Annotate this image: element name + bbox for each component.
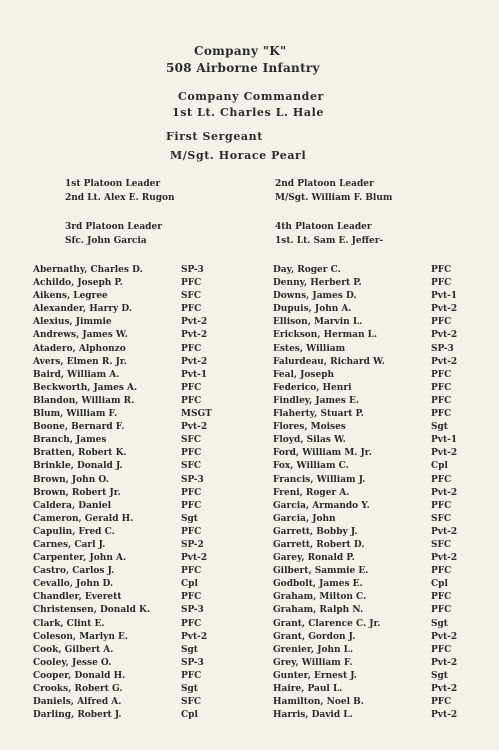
right-name: Gilbert, Sammie E. [273,566,369,577]
right-rank: PFC [431,382,452,393]
left-name: Blandon, William R. [33,395,135,406]
left-name: Carpenter, John A. [33,553,127,564]
right-name: Freni, Roger A. [273,487,350,498]
right-rank: Pvt-2 [431,526,458,537]
right-name: Fox, William C. [273,461,349,472]
right-rank: PFC [431,369,452,380]
right-rank: PFC [431,317,452,328]
left-name: Abernathy, Charles D. [33,265,143,275]
right-rank: Pvt-1 [431,435,458,446]
left-rank: PFC [181,278,202,289]
right-rank: Pvt-2 [431,356,458,367]
right-rank: Pvt-2 [431,448,458,459]
left-rank: SFC [181,435,202,446]
left-name: Beckworth, James A. [33,382,138,393]
right-rank: Pvt-2 [431,304,458,315]
roster-row [0,382,499,395]
left-rank: PFC [181,670,202,681]
right-rank: PFC [431,500,452,511]
right-name: Harris, David L. [273,710,353,721]
right-name: Grant, Clarence C. Jr. [273,618,381,629]
roster-row [0,578,499,591]
left-name: Clark, Clint E. [33,618,105,629]
left-name: Capulin, Fred C. [33,526,115,537]
right-rank: SP-3 [431,343,454,354]
right-rank: PFC [431,395,452,406]
roster-row [0,408,499,421]
first-sergeant-name: M/Sgt. Horace Pearl [170,149,307,162]
roster-row [0,591,499,604]
platoon-2-title: 2nd Platoon Leader [275,179,374,189]
right-name: Erickson, Herman L. [273,330,378,341]
left-name: Crooks, Robert G. [33,684,123,694]
left-rank: SFC [181,461,202,472]
left-rank: MSGT [181,409,212,420]
right-name: Findley, James E. [273,395,359,406]
left-name: Daniels, Alfred A. [33,697,122,708]
right-rank: Sgt [431,422,448,433]
right-name: Garrett, Bobby J. [273,526,358,537]
right-name: Grant, Gordon J. [273,631,356,642]
left-name: Alexander, Harry D. [33,304,133,315]
right-rank: Sgt [431,670,448,681]
roster-row [0,604,499,617]
left-rank: PFC [181,500,202,511]
unit-title: 508 Airborne Infantry [166,61,320,75]
roster-row [0,277,499,290]
left-name: Darling, Robert J. [33,710,122,721]
right-name: Ellison, Marvin L. [273,317,363,328]
right-name: Garrett, Robert D. [273,539,365,550]
left-name: Caldera, Daniel [33,500,112,511]
right-name: Grenier, John L. [273,644,354,655]
company-title: Company "K" [194,44,287,58]
right-name: Federico, Henri [273,382,352,393]
left-rank: PFC [181,526,202,537]
left-rank: PFC [181,382,202,393]
right-name: Garcia, John [273,513,336,524]
platoon-1-leader: 2nd Lt. Alex E. Rugon [65,193,175,203]
right-rank: Pvt-2 [431,710,458,721]
left-rank: Sgt [181,644,198,655]
left-name: Atadero, Alphonzo [33,343,126,354]
right-name: Francis, William J. [273,474,366,485]
left-rank: PFC [181,592,202,603]
roster-row [0,670,499,683]
left-rank: PFC [181,448,202,459]
roster-row [0,644,499,657]
left-name: Brown, John O. [33,474,109,485]
right-rank: PFC [431,644,452,655]
right-rank: Pvt-2 [431,487,458,498]
right-rank: PFC [431,265,452,275]
right-name: Ford, William M. Jr. [273,448,372,459]
left-rank: Pvt-2 [181,317,208,328]
platoon-4-leader: 1st. Lt. Sam E. Jeffer- [275,236,384,246]
right-rank: PFC [431,697,452,708]
right-name: Hamilton, Noel B. [273,697,364,708]
left-rank: PFC [181,343,202,354]
left-rank: Pvt-2 [181,422,208,433]
roster-row [0,447,499,460]
right-name: Dupuis, John A. [273,304,352,315]
left-rank: Pvt-2 [181,356,208,367]
left-name: Aikens, Legree [33,291,108,302]
roster-row [0,434,499,447]
right-name: Denny, Herbert P. [273,278,362,289]
left-name: Boone, Bernard F. [33,422,125,433]
left-rank: Pvt-1 [181,369,208,380]
roster-row [0,395,499,408]
left-rank: PFC [181,618,202,629]
left-name: Branch, James [33,435,107,446]
right-name: Flores, Moises [273,422,346,433]
roster-row [0,290,499,303]
platoon-2-leader: M/Sgt. William F. Blum [275,193,393,203]
left-name: Castro, Carlos J. [33,566,115,577]
roster-row [0,500,499,513]
right-name: Godbolt, James E. [273,579,363,590]
right-rank: SFC [431,513,452,524]
left-name: Cevallo, John D. [33,579,114,590]
left-rank: SP-3 [181,474,204,485]
left-rank: Sgt [181,684,198,694]
left-rank: Cpl [181,579,198,590]
left-rank: PFC [181,395,202,406]
right-rank: PFC [431,592,452,603]
left-rank: PFC [181,304,202,315]
first-sergeant-title: First Sergeant [166,130,263,143]
right-name: Falurdeau, Richard W. [273,356,385,367]
left-rank: SP-2 [181,539,204,550]
left-name: Achildo, Joseph P. [33,278,123,289]
roster-row [0,303,499,316]
left-name: Bratten, Robert K. [33,448,127,459]
commander-title: Company Commander [178,90,324,103]
right-rank: Sgt [431,618,448,629]
right-name: Estes, William [273,343,346,354]
roster-table [0,264,499,722]
right-name: Feal, Joseph [273,369,335,380]
right-rank: PFC [431,605,452,616]
left-rank: SP-3 [181,657,204,668]
right-name: Garey, Ronald P. [273,553,355,564]
right-name: Downs, James D. [273,291,357,302]
right-rank: Cpl [431,579,448,590]
roster-row [0,552,499,565]
right-name: Garcia, Armando Y. [273,500,370,511]
left-name: Chandler, Everett [33,592,122,603]
roster-row [0,657,499,670]
left-rank: Pvt-2 [181,553,208,564]
left-name: Blum, William F. [33,409,118,420]
left-name: Cooper, Donald H. [33,670,126,681]
right-name: Flaherty, Stuart P. [273,409,364,420]
right-rank: PFC [431,278,452,289]
roster-row [0,421,499,434]
left-rank: SFC [181,697,202,708]
right-rank: PFC [431,409,452,420]
right-rank: PFC [431,566,452,577]
roster-row [0,316,499,329]
left-name: Coleson, Marlyn E. [33,631,129,642]
left-name: Cooley, Jesse O. [33,657,112,668]
right-name: Graham, Milton C. [273,592,367,603]
roster-row [0,709,499,722]
roster-row [0,329,499,342]
left-rank: PFC [181,487,202,498]
right-name: Graham, Ralph N. [273,605,364,616]
left-rank: Pvt-2 [181,631,208,642]
left-name: Cameron, Gerald H. [33,513,134,524]
roster-row [0,487,499,500]
roster-row [0,618,499,631]
right-rank: Pvt-2 [431,553,458,564]
left-rank: SP-3 [181,265,204,275]
left-rank: Sgt [181,513,198,524]
roster-row [0,460,499,473]
roster-row [0,539,499,552]
roster-row [0,513,499,526]
left-name: Christensen, Donald K. [33,605,150,616]
right-rank: Pvt-2 [431,684,458,694]
right-rank: SFC [431,539,452,550]
roster-row [0,369,499,382]
left-name: Andrews, James W. [33,330,128,341]
left-rank: SP-3 [181,605,204,616]
left-rank: SFC [181,291,202,302]
platoon-3-title: 3rd Platoon Leader [65,222,162,232]
platoon-1-title: 1st Platoon Leader [65,179,161,189]
left-name: Baird, William A. [33,369,120,380]
left-rank: PFC [181,566,202,577]
roster-row [0,356,499,369]
right-rank: Pvt-2 [431,631,458,642]
right-rank: Pvt-2 [431,330,458,341]
roster-row [0,631,499,644]
right-name: Day, Roger C. [273,265,341,275]
left-name: Cook, Gilbert A. [33,644,114,655]
left-rank: Cpl [181,710,198,721]
roster-row [0,683,499,696]
right-name: Gunter, Ernest J. [273,670,357,681]
right-name: Floyd, Silas W. [273,435,346,446]
right-rank: Pvt-2 [431,657,458,668]
roster-row [0,565,499,578]
left-name: Alexius, Jimmie [33,317,112,328]
roster-row [0,696,499,709]
roster-row [0,264,499,277]
roster-row [0,474,499,487]
commander-name: 1st Lt. Charles L. Hale [172,106,324,119]
right-name: Grey, William F. [273,657,353,668]
right-rank: Cpl [431,461,448,472]
platoon-4-title: 4th Platoon Leader [275,222,372,232]
right-name: Haire, Paul L. [273,684,343,694]
platoon-3-leader: Sfc. John Garcia [65,236,147,246]
left-name: Carnes, Carl J. [33,539,106,550]
left-name: Brown, Robert Jr. [33,487,121,498]
left-rank: Pvt-2 [181,330,208,341]
right-rank: PFC [431,474,452,485]
roster-row [0,343,499,356]
left-name: Brinkle, Donald J. [33,461,123,472]
roster-row [0,526,499,539]
left-name: Avers, Elmen R. Jr. [33,356,127,367]
right-rank: Pvt-1 [431,291,458,302]
